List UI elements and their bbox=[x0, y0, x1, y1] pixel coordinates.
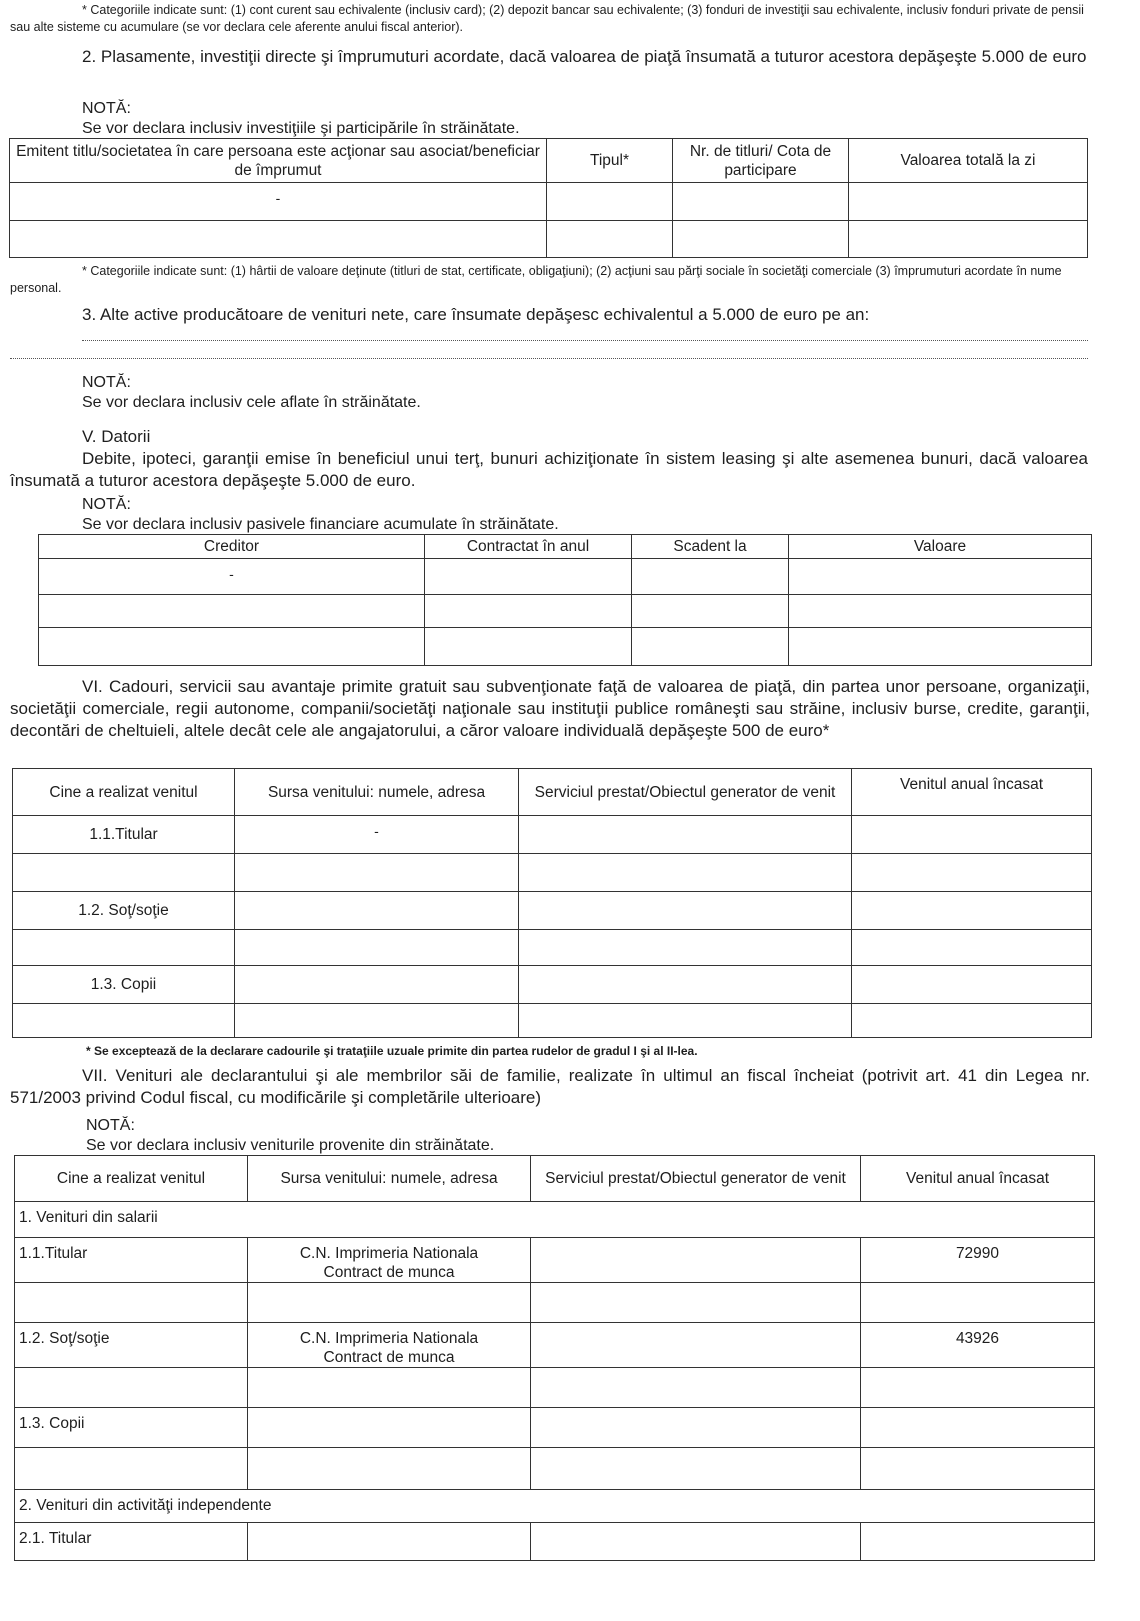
table-cell bbox=[235, 1004, 519, 1038]
source-contract: Contract de munca bbox=[323, 1349, 455, 1366]
header-source: Sursa venitului: numele, adresa bbox=[235, 769, 519, 816]
table-cell bbox=[15, 1283, 248, 1323]
table-cell bbox=[673, 221, 849, 258]
table-cell bbox=[531, 1323, 861, 1368]
table-cell bbox=[632, 595, 789, 628]
source-contract: Contract de munca bbox=[323, 1264, 455, 1281]
table-cell bbox=[852, 930, 1092, 966]
row-label: 1.2. Soţ/soţie bbox=[13, 892, 235, 930]
section-3-heading: 3. Alte active producătoare de venituri nete, care însumate depăşesc echivalentul a 5.000 de euro pe an: bbox=[82, 305, 870, 324]
row-label-titular-independent: 2.1. Titular bbox=[15, 1523, 248, 1561]
row-label: 1.1.Titular bbox=[13, 816, 235, 854]
row-label-titular: 1.1.Titular bbox=[15, 1238, 248, 1283]
empty-mark: - bbox=[374, 823, 379, 839]
table-cell bbox=[632, 628, 789, 666]
row-label-spouse: 1.2. Soţ/soţie bbox=[15, 1323, 248, 1368]
section-3-nota-text: Se vor declara inclusiv cele aflate în străinătate. bbox=[82, 394, 421, 411]
table-cell bbox=[235, 892, 519, 930]
section-5-title: V. Datorii bbox=[82, 427, 151, 446]
table-cell bbox=[789, 595, 1092, 628]
table-cell bbox=[13, 930, 235, 966]
header-annual-income: Venitul anual încasat bbox=[852, 769, 1092, 816]
header-service: Serviciul prestat/Obiectul generator de venit bbox=[531, 1156, 861, 1202]
dotted-fill-line bbox=[82, 340, 1088, 341]
table-cell bbox=[531, 1523, 861, 1561]
table-cell bbox=[235, 816, 519, 854]
header-value: Valoare bbox=[789, 535, 1092, 559]
table-cell bbox=[531, 1368, 861, 1408]
table-cell bbox=[852, 966, 1092, 1004]
table-cell bbox=[39, 559, 425, 595]
income-value: 43926 bbox=[861, 1323, 1095, 1368]
table-cell bbox=[519, 892, 852, 930]
row-label: 1.3. Copii bbox=[13, 966, 235, 1004]
section-7-nota-label: NOTĂ: bbox=[86, 1117, 135, 1134]
table-cell bbox=[519, 930, 852, 966]
section-5-nota-text: Se vor declara inclusiv pasivele financiare acumulate în străinătate. bbox=[82, 516, 559, 533]
table-cell bbox=[10, 183, 547, 221]
row-label-children: 1.3. Copii bbox=[15, 1408, 248, 1448]
table-cell bbox=[13, 1004, 235, 1038]
table-cell bbox=[547, 221, 673, 258]
table-cell bbox=[519, 854, 852, 892]
empty-mark: - bbox=[275, 190, 281, 206]
table-cell bbox=[235, 854, 519, 892]
investments-table bbox=[9, 138, 1088, 258]
header-annual-income: Venitul anual încasat bbox=[861, 1156, 1095, 1202]
header-due-date: Scadent la bbox=[632, 535, 789, 559]
table-cell bbox=[425, 628, 632, 666]
table-cell bbox=[15, 1368, 248, 1408]
group-independent-income: 2. Venituri din activităţi independente bbox=[15, 1490, 1095, 1523]
table-cell bbox=[861, 1448, 1095, 1490]
table-cell bbox=[519, 816, 852, 854]
table-cell bbox=[852, 854, 1092, 892]
header-creditor: Creditor bbox=[39, 535, 425, 559]
table-cell bbox=[852, 892, 1092, 930]
table-cell bbox=[849, 183, 1088, 221]
section-5-text: Debite, ipoteci, garanţii emise în beneficiul unui terţ, bunuri achiziţionate în sistem leasing şi alte asemenea bunuri, dacă valoarea însumată a tuturor acestora depăşeşte 5.000 de euro. bbox=[10, 449, 1088, 490]
table-cell bbox=[10, 221, 547, 258]
table-cell bbox=[15, 1448, 248, 1490]
dotted-fill-line bbox=[10, 358, 1088, 359]
table-cell bbox=[248, 1408, 531, 1448]
table-cell bbox=[531, 1448, 861, 1490]
table-cell bbox=[861, 1523, 1095, 1561]
header-issuer: Emitent titlu/societatea în care persoana este acţionar sau asociat/beneficiar de împrumut bbox=[10, 139, 547, 183]
section-7-nota-text: Se vor declara inclusiv veniturile provenite din străinătate. bbox=[86, 1137, 495, 1154]
empty-mark: - bbox=[229, 566, 234, 582]
source-employer: C.N. Imprimeria Nationala bbox=[299, 1330, 479, 1347]
table-cell bbox=[789, 559, 1092, 595]
section-3-nota-label: NOTĂ: bbox=[82, 374, 131, 391]
section-5-nota-label: NOTĂ: bbox=[82, 496, 131, 513]
table-cell bbox=[547, 183, 673, 221]
header-who: Cine a realizat venitul bbox=[13, 769, 235, 816]
table-cell bbox=[235, 930, 519, 966]
header-contracted-year: Contractat în anul bbox=[425, 535, 632, 559]
table-cell bbox=[861, 1408, 1095, 1448]
income-table bbox=[14, 1155, 1095, 1561]
header-who: Cine a realizat venitul bbox=[15, 1156, 248, 1202]
header-total-value: Valoarea totală la zi bbox=[849, 139, 1088, 183]
footnote-investment-categories: * Categoriile indicate sunt: (1) hârtii de valoare deţinute (titluri de stat, certificate, obligaţiuni); (2) acţiuni sau părţi sociale în societăţi comerciale (3) împrumuturi acordate în nume personal. bbox=[10, 264, 1062, 295]
gifts-table bbox=[12, 768, 1092, 1038]
table-cell bbox=[425, 559, 632, 595]
debts-table bbox=[38, 534, 1092, 666]
table-cell bbox=[531, 1238, 861, 1283]
header-type: Tipul* bbox=[547, 139, 673, 183]
table-cell bbox=[531, 1283, 861, 1323]
table-cell bbox=[39, 595, 425, 628]
table-cell bbox=[13, 854, 235, 892]
footnote-gifts-exception: * Se exceptează de la declarare cadourile şi trataţiile uzuale primite din partea rudelor de gradul I şi al II-lea. bbox=[86, 1044, 698, 1058]
table-cell bbox=[235, 966, 519, 1004]
table-cell bbox=[852, 816, 1092, 854]
table-cell bbox=[632, 559, 789, 595]
table-cell bbox=[248, 1523, 531, 1561]
table-cell bbox=[531, 1408, 861, 1448]
table-cell bbox=[849, 221, 1088, 258]
group-salary-income: 1. Venituri din salarii bbox=[15, 1202, 1095, 1238]
section-2-nota-label: NOTĂ: bbox=[82, 100, 131, 117]
table-cell bbox=[248, 1368, 531, 1408]
table-cell bbox=[248, 1283, 531, 1323]
header-service: Serviciul prestat/Obiectul generator de venit bbox=[519, 769, 852, 816]
source-cell bbox=[248, 1323, 531, 1368]
table-cell bbox=[519, 1004, 852, 1038]
section-2-nota-text: Se vor declara inclusiv investiţiile şi participările în străinătate. bbox=[82, 120, 520, 137]
table-cell bbox=[248, 1448, 531, 1490]
table-cell bbox=[852, 1004, 1092, 1038]
section-2-heading: 2. Plasamente, investiţii directe şi împrumuturi acordate, dacă valoarea de piaţă însumată a tuturor acestora depăşeşte 5.000 de euro bbox=[82, 47, 1087, 66]
section-6-text: VI. Cadouri, servicii sau avantaje primite gratuit sau subvenţionate faţă de valoarea de piaţă, din partea unor persoane, organizaţii, societăţii comerciale, regii autonome, companii/societăţi naţionale sau instituţii publice româneşti sau străine, inclusiv burse, credite, garanţii, decontări de cheltuieli, altele decât cele ale angajatorului, a căror valoare individuală depăşeşte 500 de euro* bbox=[10, 677, 1090, 740]
header-source: Sursa venitului: numele, adresa bbox=[248, 1156, 531, 1202]
header-shares: Nr. de titluri/ Cota de participare bbox=[673, 139, 849, 183]
source-employer: C.N. Imprimeria Nationala bbox=[299, 1245, 479, 1262]
table-cell bbox=[861, 1368, 1095, 1408]
table-cell bbox=[861, 1283, 1095, 1323]
source-cell bbox=[248, 1238, 531, 1283]
income-value: 72990 bbox=[861, 1238, 1095, 1283]
table-cell bbox=[519, 966, 852, 1004]
table-cell bbox=[673, 183, 849, 221]
footnote-cash-categories: * Categoriile indicate sunt: (1) cont curent sau echivalente (inclusiv card); (2) depozit bancar sau echivalente; (3) fonduri de investiţii sau echivalente, inclusiv fonduri private de pensii sau alte sisteme cu acumulare (se vor declara cele aferente anului fiscal anterior). bbox=[10, 3, 1084, 34]
table-cell bbox=[39, 628, 425, 666]
section-7-text: VII. Venituri ale declarantului şi ale membrilor săi de familie, realizate în ultimul an fiscal încheiat (potrivit art. 41 din Legea nr. 571/2003 privind Codul fiscal, cu modificările şi completările ulterioare) bbox=[10, 1066, 1090, 1107]
table-cell bbox=[425, 595, 632, 628]
table-cell bbox=[789, 628, 1092, 666]
